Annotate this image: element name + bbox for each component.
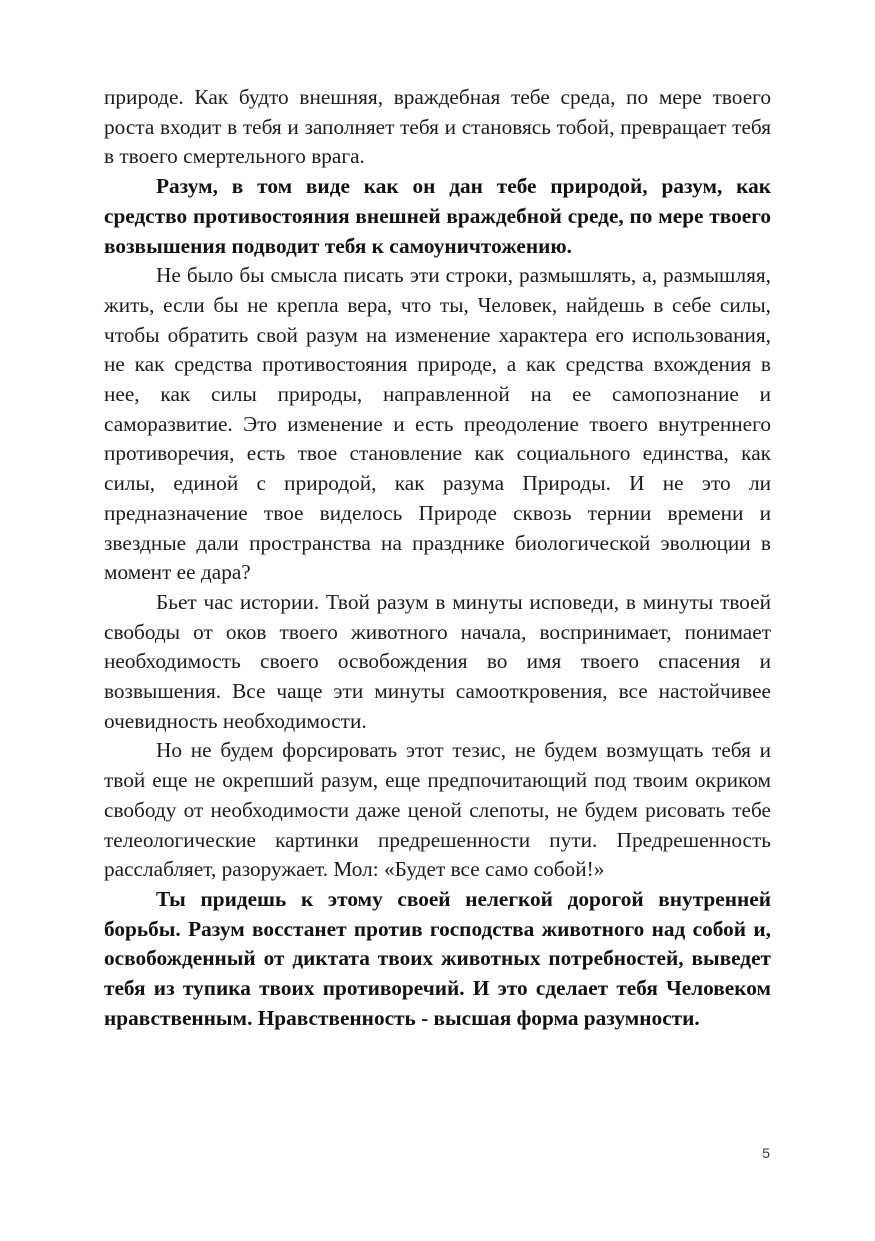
paragraph-bold-reason: Разум, в том виде как он дан тебе природой, разум, как средство противостояния внешней враждебной среде, по мере твоего возвышения подводит тебя к самоуничтожению.	[104, 174, 771, 258]
paragraph-bold-morality: Ты придешь к этому своей нелегкой дорогой внутренней борьбы. Разум восстанет против господства животного над собой и, освобожденный от диктата твоих животных потребностей, выведет тебя из тупика твоих противоречий. И это сделает тебя Человеком нравственным. Нравственность - высшая форма разумности.	[104, 886, 771, 1030]
paragraph-continuation: природе. Как будто внешняя, враждебная тебе среда, по мере твоего роста входит в тебя и заполняет тебя и становясь тобой, превращает тебя в твоего смертельного врага.	[104, 85, 771, 169]
page-number: 5	[762, 1145, 770, 1161]
body-text	[104, 83, 771, 1034]
paragraph-faith: Не было бы смысла писать эти строки, размышлять, а, размышляя, жить, если бы не крепла вера, что ты, Человек, найдешь в себе силы, чтобы обратить свой разум на изменение характера его использования, не как средства противостояния природе, а как средства вхождения в нее, как силы природы, направленной на ее самопознание и саморазвитие. Это изменение и есть преодоление твоего внутреннего противоречия, есть твое становление как социального единства, как силы, единой с природой, как разума Природы. И не это ли предназначение твое виделось Природе сквозь тернии времени и звездные дали пространства на празднике биологической эволюции в момент ее дара?	[104, 263, 771, 585]
paragraph-thesis: Но не будем форсировать этот тезис, не будем возмущать тебя и твой еще не окрепший разум, еще предпочитающий под твоим окриком свободу от необходимости даже ценой слепоты, не будем рисовать тебе телеологические картинки предрешенности пути. Предрешенность расслабляет, разоружает. Мол: «Будет все само собой!»	[104, 738, 771, 882]
paragraph-hour-of-history: Бьет час истории. Твой разум в минуты исповеди, в минуты твоей свободы от оков твоего животного начала, воспринимает, понимает необходимость своего освобождения во имя твоего спасения и возвышения. Все чаще эти минуты самооткровения, все настойчивее очевидность необходимости.	[104, 589, 771, 733]
